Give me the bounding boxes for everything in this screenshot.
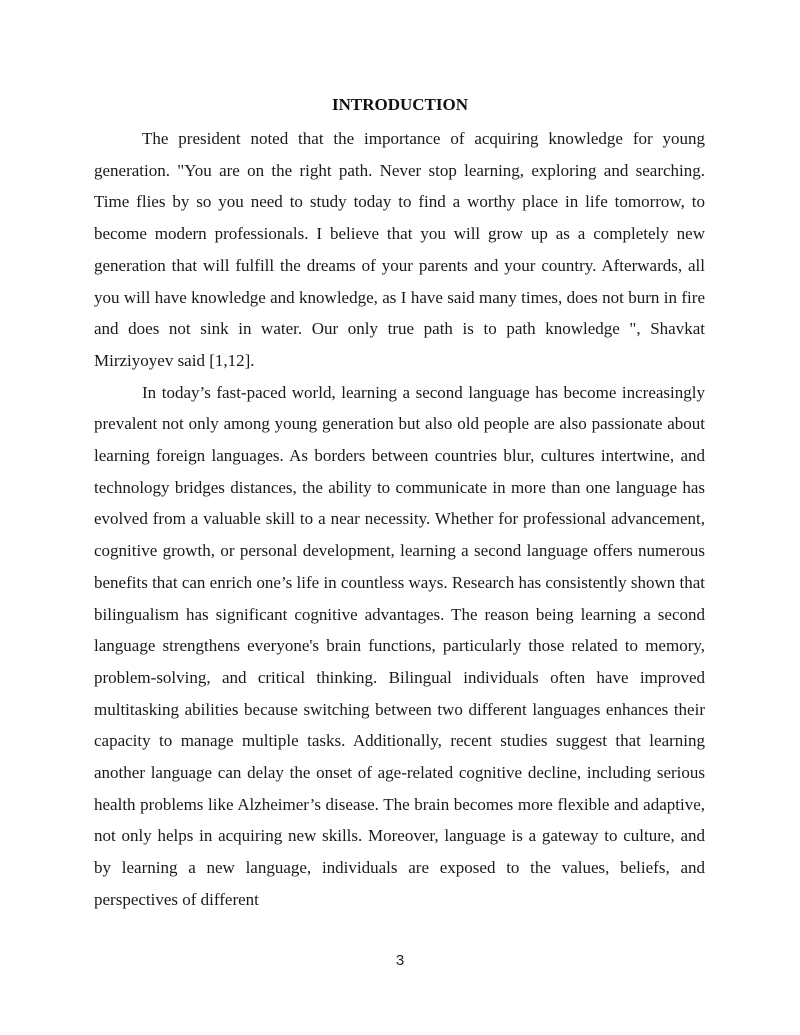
body-text: [94, 123, 705, 916]
paragraph: In today’s fast-paced world, learning a second language has become increasingly prevalent not only among young generation but also old people are also passionate about learning foreign languages. As borders between countries blur, cultures intertwine, and technology bridges distances, the ability to communicate in more than one language has evolved from a valuable skill to a near necessity. Whether for professional advancement, cognitive growth, or personal development, learning a second language offers numerous benefits that can enrich one’s life in countless ways. Research has consistently shown that bilingualism has significant cognitive advantages. The reason being learning a second language strengthens everyone's brain functions, particularly those related to memory, problem-solving, and critical thinking. Bilingual individuals often have improved multitasking abilities because switching between two different languages enhances their capacity to manage multiple tasks. Additionally, recent studies suggest that learning another language can delay the onset of age-related cognitive decline, including serious health problems like Alzheimer’s disease. The brain becomes more flexible and adaptive, not only helps in acquiring new skills. Moreover, language is a gateway to culture, and by learning a new language, individuals are exposed to the values, beliefs, and perspectives of different: [94, 382, 705, 909]
paragraph: The president noted that the importance of acquiring knowledge for young generation. "You are on the right path. Never stop learning, exploring and searching. Time flies by so you need to study today to find a worthy place in life tomorrow, to become modern professionals. I believe that you will grow up as a completely new generation that will fulfill the dreams of your parents and your country. Afterwards, all you will have knowledge and knowledge, as I have said many times, does not burn in fire and does not sink in water. Our only true path is to path knowledge ", Shavkat Mirziyoyev said [1,12].: [94, 129, 705, 370]
page-number: 3: [395, 952, 405, 969]
section-heading: INTRODUCTION: [331, 95, 469, 114]
